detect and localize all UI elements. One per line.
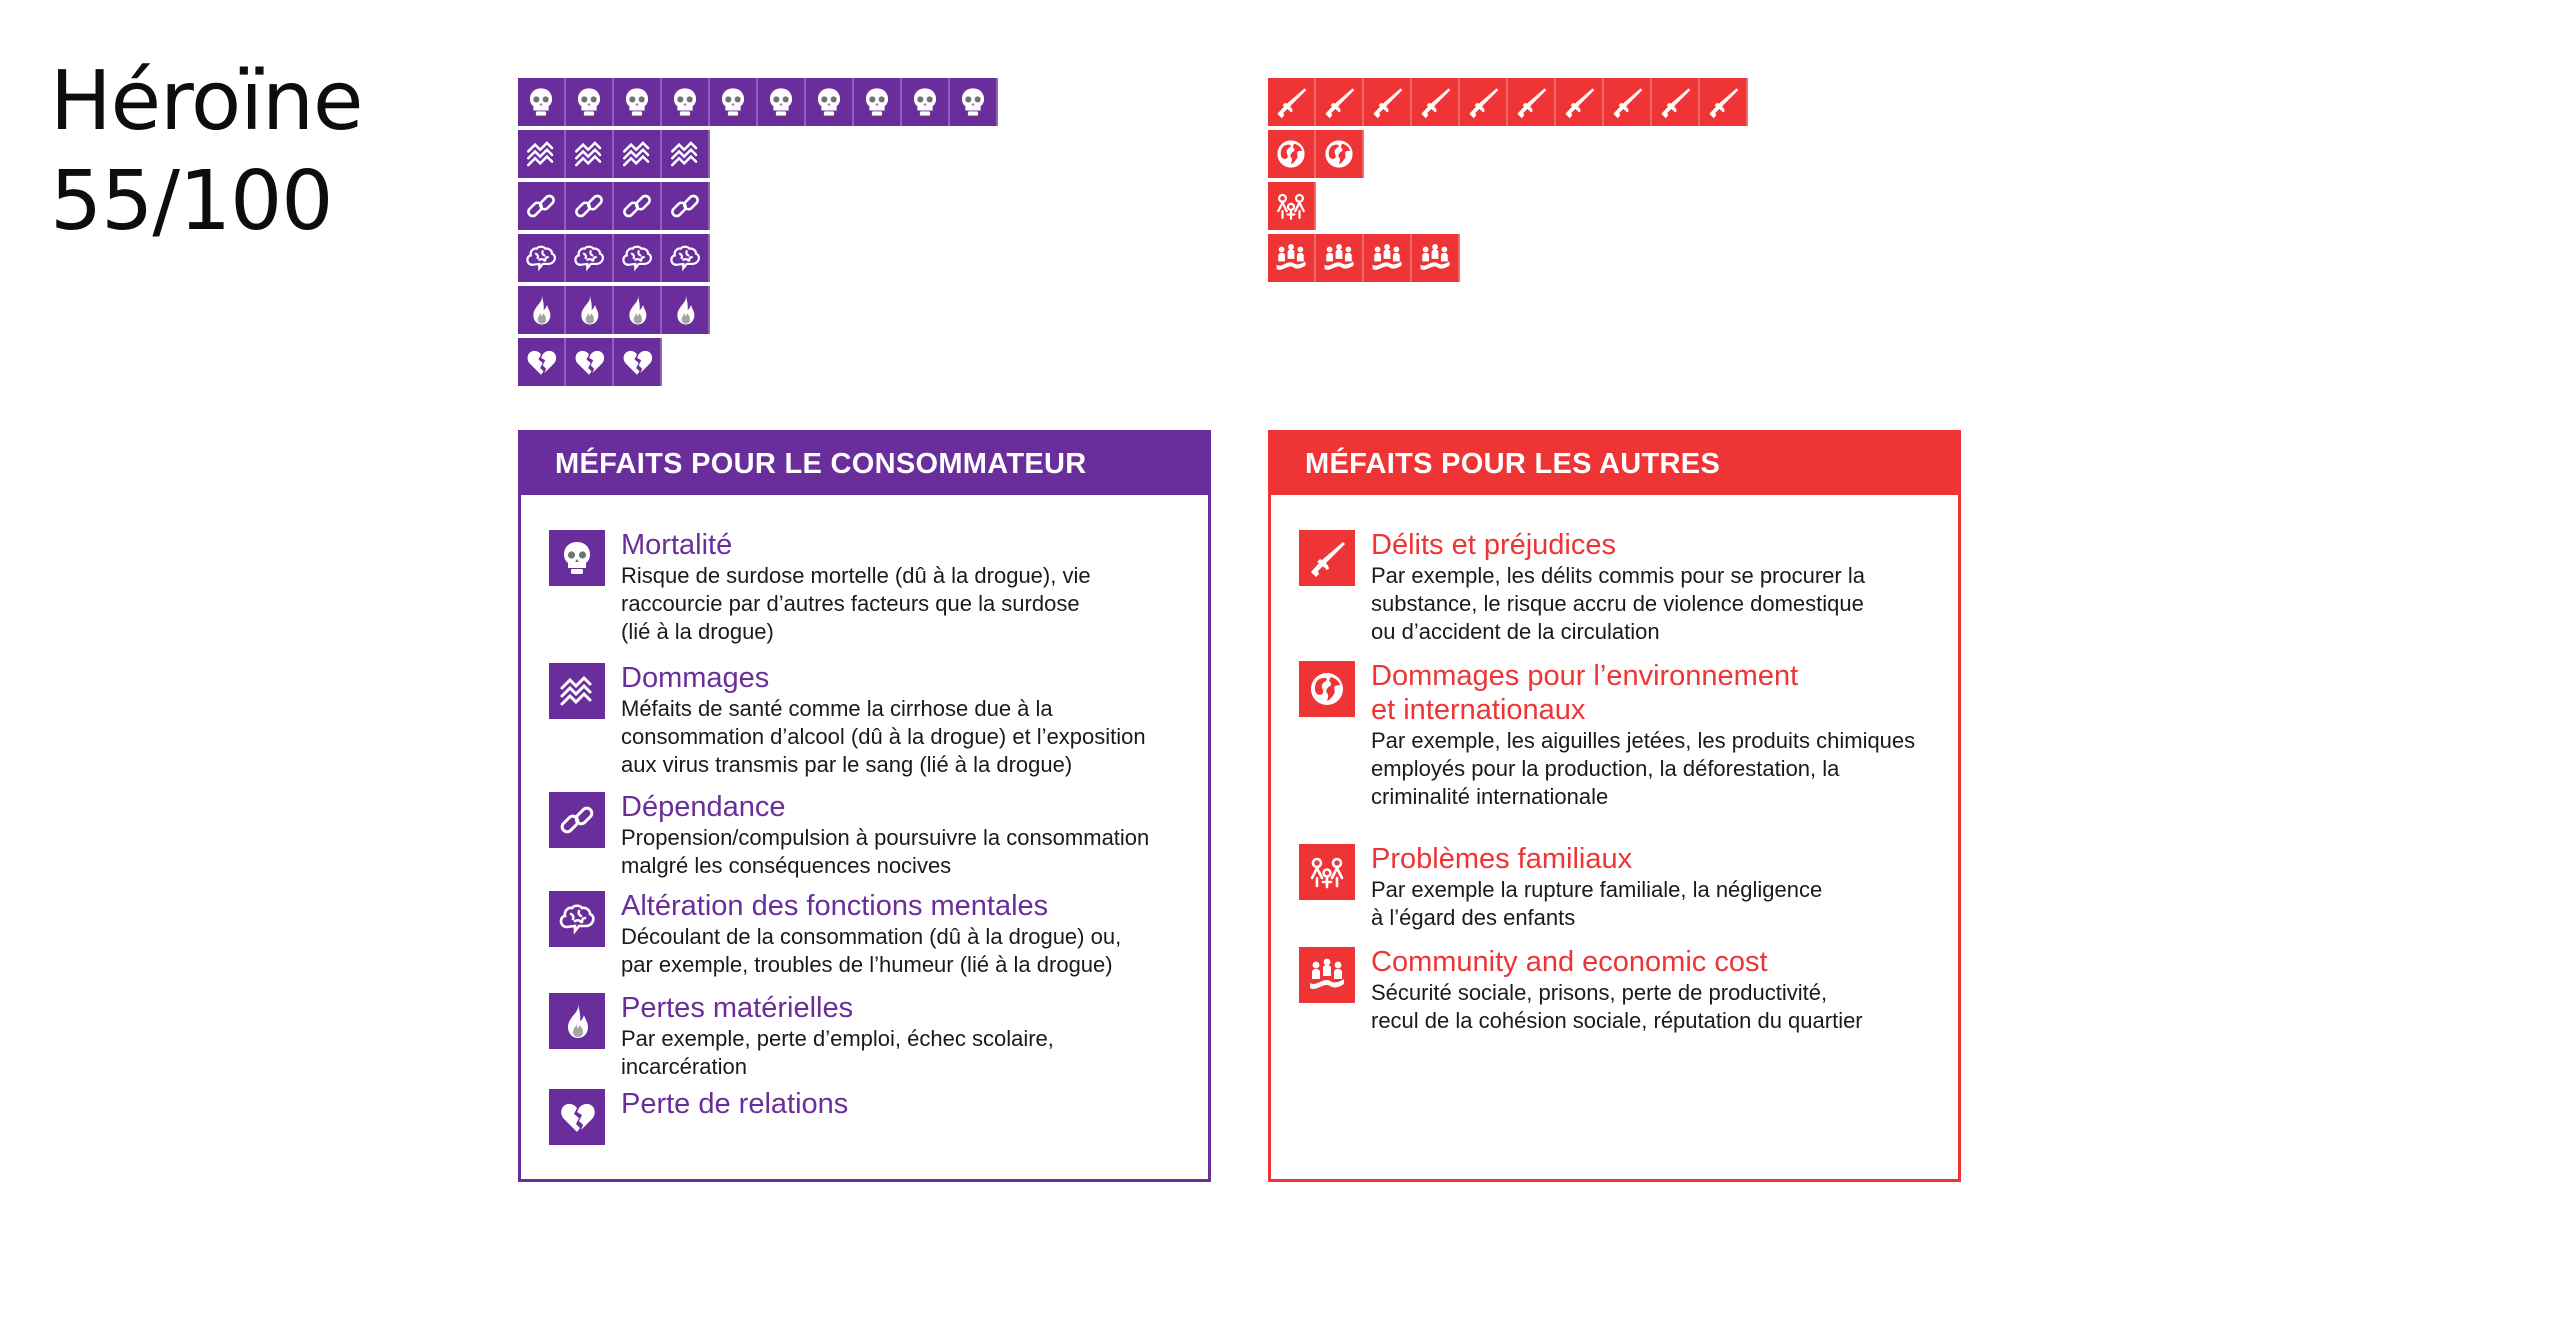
skull-icon [758, 78, 806, 126]
globe-icon [1316, 130, 1364, 178]
harm-bar-row [1268, 78, 1748, 126]
community-icon [1316, 234, 1364, 282]
skull-icon [614, 78, 662, 126]
harm-bar-row [1268, 234, 1460, 282]
skull-icon [566, 78, 614, 126]
harm-item-title: Dommages pour l’environnement [1371, 660, 1799, 692]
fire-icon [549, 993, 605, 1049]
gun-icon [1412, 78, 1460, 126]
gun-icon [1556, 78, 1604, 126]
broken-heart-icon [614, 338, 662, 386]
damage-icon [662, 130, 710, 178]
harm-item-title: Perte de relations [621, 1088, 849, 1120]
community-icon [1299, 947, 1355, 1003]
chain-icon [662, 182, 710, 230]
drug-name: Héroïne [50, 54, 363, 149]
user-harms-heading: MÉFAITS POUR LE CONSOMMATEUR [521, 433, 1208, 495]
gun-icon [1316, 78, 1364, 126]
globe-icon [1299, 661, 1355, 717]
harm-bar-row [1268, 130, 1364, 178]
skull-icon [662, 78, 710, 126]
brain-icon [518, 234, 566, 282]
skull-icon [518, 78, 566, 126]
gun-icon [1364, 78, 1412, 126]
harm-item-description: ou d’accident de la circulation [1371, 619, 1660, 644]
harm-bar-row [518, 182, 710, 230]
gun-icon [1700, 78, 1748, 126]
damage-icon [614, 130, 662, 178]
user-harms-panel [518, 430, 1211, 1182]
others-harms-heading: MÉFAITS POUR LES AUTRES [1271, 433, 1958, 495]
chain-icon [549, 792, 605, 848]
gun-icon [1604, 78, 1652, 126]
community-icon [1364, 234, 1412, 282]
gun-icon [1508, 78, 1556, 126]
harm-item-title: Pertes matérielles [621, 992, 854, 1024]
harm-item-title: Problèmes familiaux [1371, 843, 1633, 875]
harm-bar-row [1268, 182, 1316, 230]
damage-icon [566, 130, 614, 178]
harm-item-description: Sécurité sociale, prisons, perte de productivité, [1371, 980, 1828, 1005]
harm-item-title: Dépendance [621, 791, 786, 823]
fire-icon [566, 286, 614, 334]
skull-icon [902, 78, 950, 126]
others-harms-panel [1268, 430, 1961, 1182]
gun-icon [1268, 78, 1316, 126]
harm-item-description: Par exemple, les aiguilles jetées, les produits chimiques [1371, 728, 1916, 753]
skull-icon [950, 78, 998, 126]
fire-icon [614, 286, 662, 334]
chain-icon [518, 182, 566, 230]
harm-item-title: Altération des fonctions mentales [621, 890, 1049, 922]
harm-item-description: Méfaits de santé comme la cirrhose due à la [621, 696, 1053, 721]
harm-item-description: malgré les conséquences nocives [621, 853, 952, 878]
broken-heart-icon [566, 338, 614, 386]
harm-item-description: Par exemple la rupture familiale, la négligence [1371, 877, 1823, 902]
chain-icon [614, 182, 662, 230]
harm-item-description: employés pour la production, la déforestation, la [1371, 756, 1840, 781]
harm-bar-row [518, 130, 710, 178]
harm-bar-row [518, 338, 662, 386]
harm-item-description: aux virus transmis par le sang (lié à la drogue) [621, 752, 1073, 777]
skull-icon [710, 78, 758, 126]
skull-icon [806, 78, 854, 126]
harm-item-description: Propension/compulsion à poursuivre la consommation [621, 825, 1150, 850]
harm-item-title: Mortalité [621, 529, 733, 561]
harm-bar-row [518, 234, 710, 282]
family-icon [1268, 182, 1316, 230]
brain-icon [566, 234, 614, 282]
harm-item-title: Dommages [621, 662, 770, 694]
harm-item-title: Community and economic cost [1371, 946, 1768, 978]
page-title [50, 52, 362, 252]
harm-item-description: consommation d’alcool (dû à la drogue) et l’exposition [621, 724, 1146, 749]
harm-item-description: (lié à la drogue) [621, 619, 774, 644]
harm-score: 55/100 [50, 154, 333, 249]
skull-icon [549, 530, 605, 586]
community-icon [1268, 234, 1316, 282]
harm-item-description: par exemple, troubles de l’humeur (lié à la drogue) [621, 952, 1113, 977]
family-icon [1299, 844, 1355, 900]
harm-bar-row [518, 78, 998, 126]
globe-icon [1268, 130, 1316, 178]
harm-item-description: recul de la cohésion sociale, réputation du quartier [1371, 1008, 1863, 1033]
harm-item-description: criminalité internationale [1371, 784, 1609, 809]
harm-item-description: raccourcie par d’autres facteurs que la surdose [621, 591, 1080, 616]
damage-icon [518, 130, 566, 178]
broken-heart-icon [549, 1089, 605, 1145]
brain-icon [614, 234, 662, 282]
damage-icon [549, 663, 605, 719]
harm-bar-row [518, 286, 710, 334]
harm-item-title: Délits et préjudices [1371, 529, 1616, 561]
harm-item-title-line2: et internationaux [1371, 694, 1586, 726]
harm-item-description: Par exemple, perte d’emploi, échec scolaire, [621, 1026, 1054, 1051]
skull-icon [854, 78, 902, 126]
community-icon [1412, 234, 1460, 282]
chain-icon [566, 182, 614, 230]
harm-item-description: Risque de surdose mortelle (dû à la drogue), vie [621, 563, 1091, 588]
gun-icon [1652, 78, 1700, 126]
fire-icon [518, 286, 566, 334]
brain-icon [549, 891, 605, 947]
harm-item-description: à l’égard des enfants [1371, 905, 1576, 930]
gun-icon [1299, 530, 1355, 586]
harm-item-description: incarcération [621, 1054, 747, 1079]
harm-item-description: substance, le risque accru de violence domestique [1371, 591, 1864, 616]
fire-icon [662, 286, 710, 334]
brain-icon [662, 234, 710, 282]
harm-item-description: Par exemple, les délits commis pour se procurer la [1371, 563, 1865, 588]
broken-heart-icon [518, 338, 566, 386]
harm-item-description: Découlant de la consommation (dû à la drogue) ou, [621, 924, 1122, 949]
gun-icon [1460, 78, 1508, 126]
